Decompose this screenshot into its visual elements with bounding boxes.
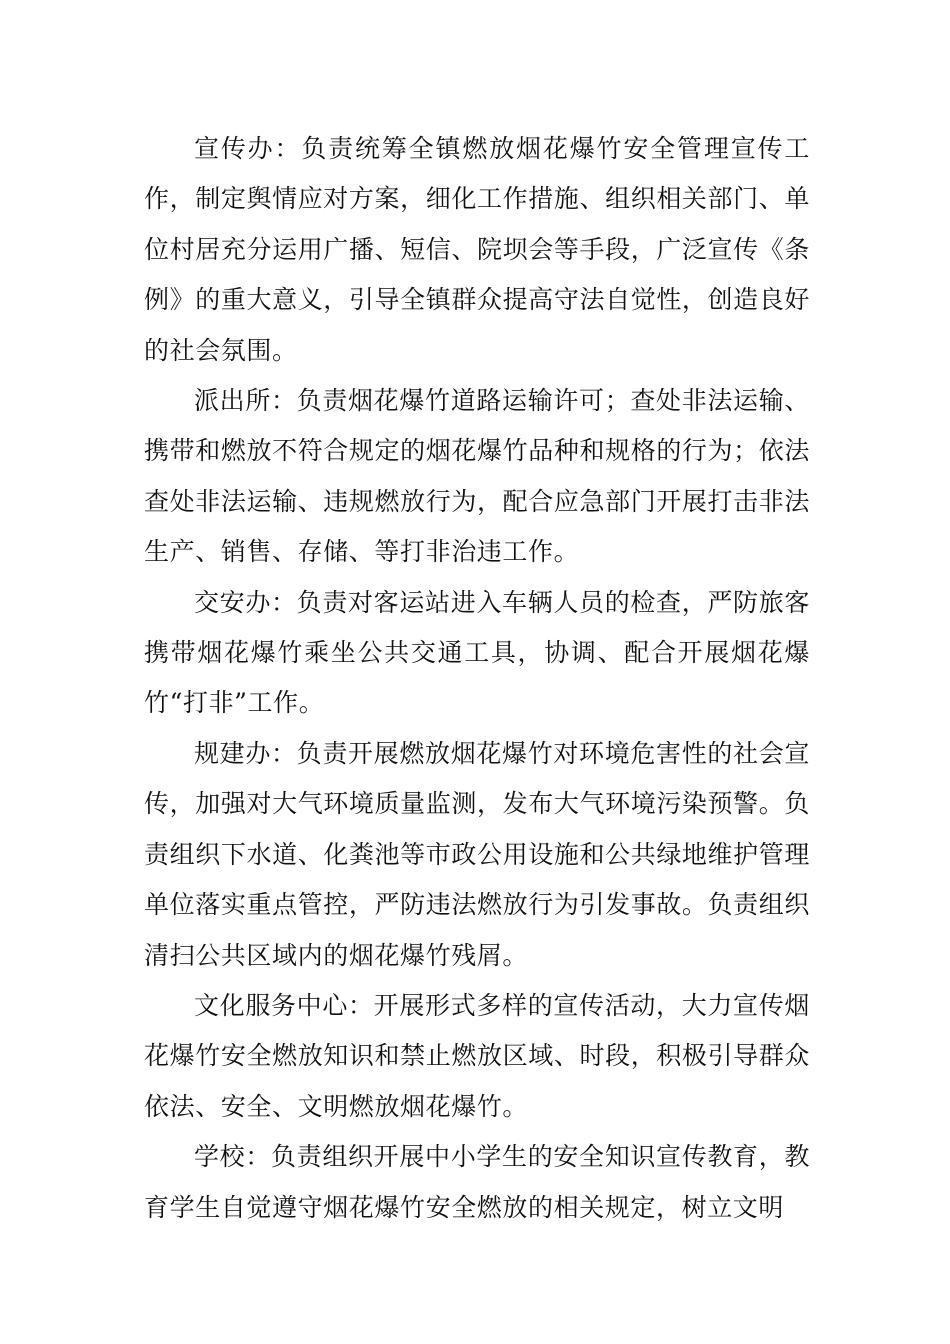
paragraph-cultural-service-center: 文化服务中心：开展形式多样的宣传活动，大力宣传烟花爆竹安全燃放知识和禁止燃放区域、时段，积极引导群众依法、安全、文明燃放烟花爆竹。 [144, 990, 810, 1121]
document-body [144, 124, 810, 1233]
paragraph-planning-construction-office: 规建办：负责开展燃放烟花爆竹对环境危害性的社会宣传，加强对大气环境质量监测，发布大气环境污染预警。负责组织下水道、化粪池等市政公用设施和公共绿地维护管理单位落实重点管控，严防违法燃放行为引发事故。负责组织清扫公共区域内的烟花爆竹残屑。 [144, 738, 810, 970]
paragraph-police-station: 派出所：负责烟花爆竹道路运输许可；查处非法运输、携带和燃放不符合规定的烟花爆竹品种和规格的行为；依法查处非法运输、违规燃放行为，配合应急部门开展打击非法生产、销售、存储、等打非治违工作。 [144, 386, 810, 567]
paragraph-publicity-office: 宣传办：负责统筹全镇燃放烟花爆竹安全管理宣传工作，制定舆情应对方案，细化工作措施、组织相关部门、单位村居充分运用广播、短信、院坝会等手段，广泛宣传《条例》的重大意义，引导全镇群众提高守法自觉性，创造良好的社会氛围。 [144, 134, 810, 365]
paragraph-schools: 学校：负责组织开展中小学生的安全知识宣传教育，教育学生自觉遵守烟花爆竹安全燃放的相关规定，树立文明 [144, 1142, 810, 1222]
paragraph-traffic-safety-office: 交安办：负责对客运站进入车辆人员的检查，严防旅客携带烟花爆竹乘坐公共交通工具，协调、配合开展烟花爆竹“打非”工作。 [144, 587, 810, 718]
